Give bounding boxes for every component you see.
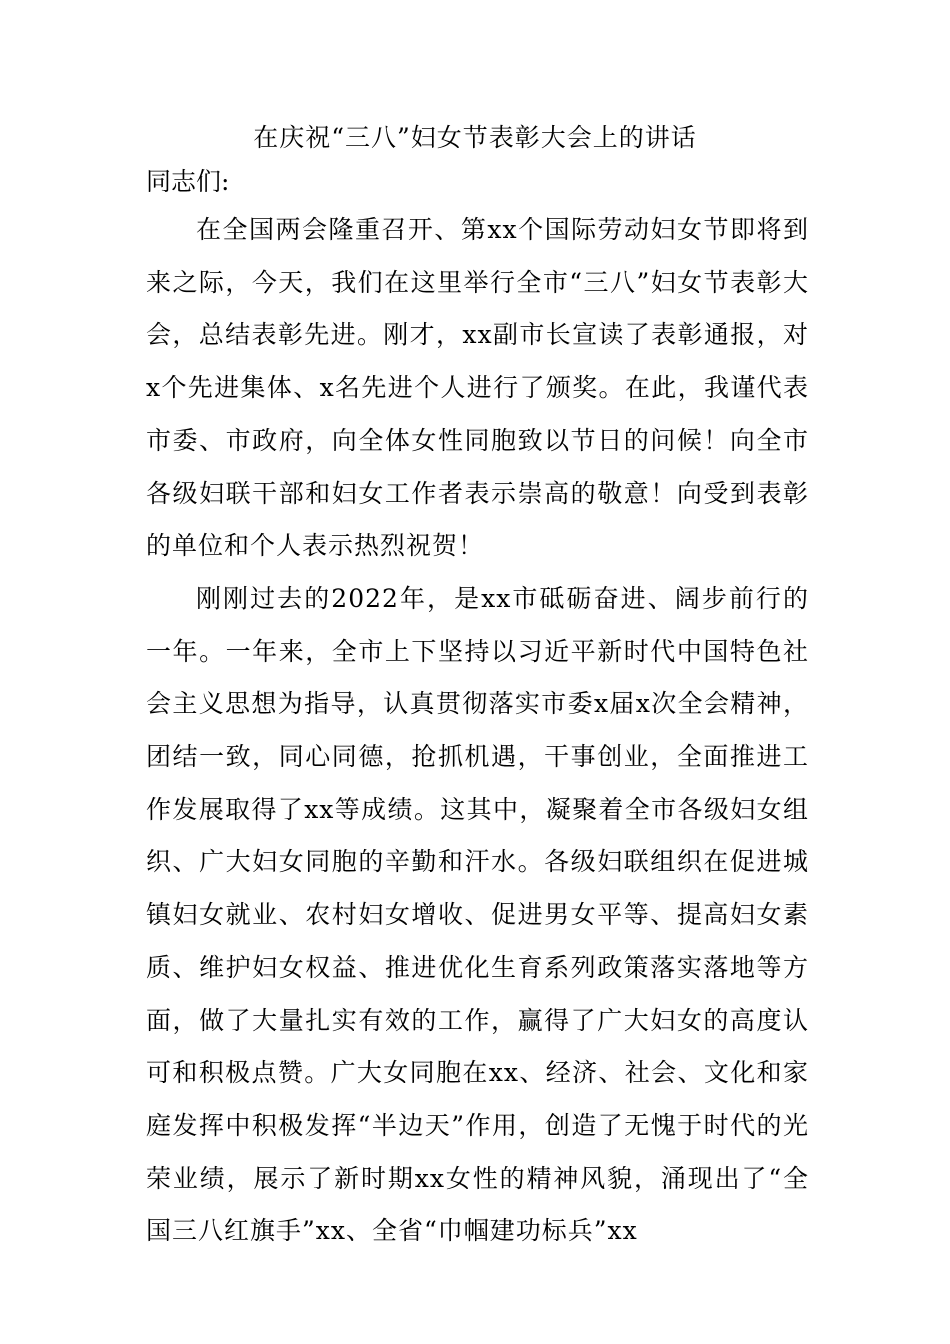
document-body: [146, 204, 809, 1258]
paragraph: 在全国两会隆重召开、第xx个国际劳动妇女节即将到来之际，今天，我们在这里举行全市“三八”妇女节表彰大会，总结表彰先进。刚才，xx副市长宣读了表彰通报，对x个先进集体、x名先进个人进行了颁奖。在此，我谨代表市委、市政府，向全体女性同胞致以节日的问候！向全市各级妇联干部和妇女工作者表示崇高的敬意！向受到表彰的单位和个人表示热烈祝贺！: [146, 215, 809, 561]
paragraph: 刚刚过去的2022年，是xx市砥砺奋进、阔步前行的一年。一年来，全市上下坚持以习近平新时代中国特色社会主义思想为指导，认真贯彻落实市委x届x次全会精神，团结一致，同心同德，抢抓机遇，干事创业，全面推进工作发展取得了xx等成绩。这其中，凝聚着全市各级妇女组织、广大妇女同胞的辛勤和汗水。各级妇联组织在促进城镇妇女就业、农村妇女增收、促进男女平等、提高妇女素质、维护妇女权益、推进优化生育系列政策落实落地等方面，做了大量扎实有效的工作，赢得了广大妇女的高度认可和积极点赞。广大女同胞在xx、经济、社会、文化和家庭发挥中积极发挥“半边天”作用，创造了无愧于时代的光荣业绩，展示了新时期xx女性的精神风貌，涌现出了“全国三八红旗手”xx、全省“巾帼建功标兵”xx: [146, 583, 809, 1246]
document-title: 在庆祝“三八”妇女节表彰大会上的讲话: [253, 123, 697, 152]
salutation: 同志们:: [146, 167, 230, 196]
